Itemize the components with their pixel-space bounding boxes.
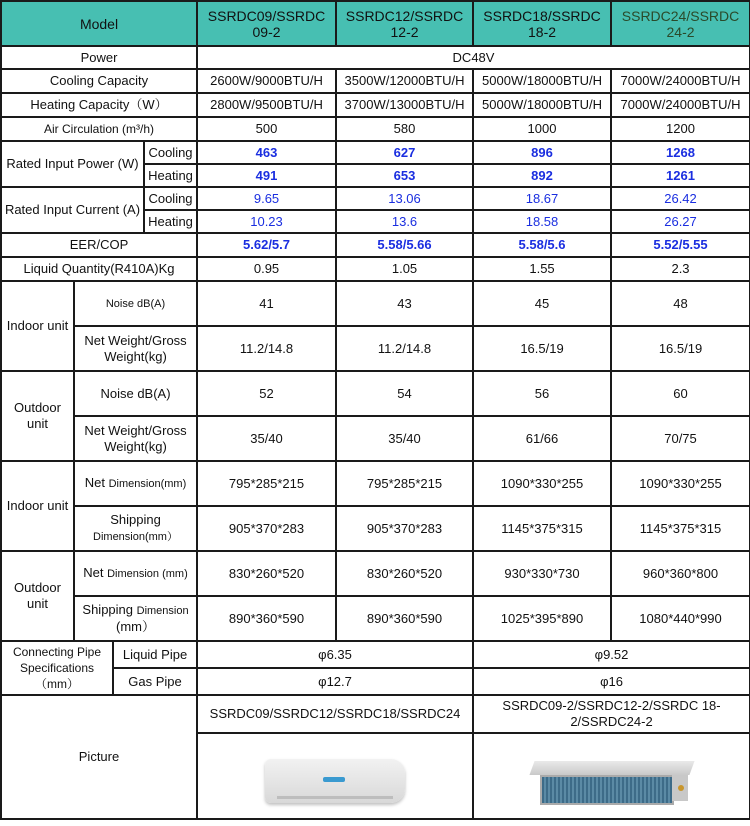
vent-icon (277, 796, 393, 799)
outdoor-weight-value: 61/66 (473, 416, 611, 461)
indoor-noise-label: Noise dB(A) (74, 281, 197, 326)
label-part: Dimension(mm) (108, 478, 187, 490)
indoor-weight-value: 16.5/19 (611, 326, 750, 371)
indoor-ship-dim-value: 1145*375*315 (473, 506, 611, 551)
indoor-noise-value: 48 (611, 281, 750, 326)
label-part: Dimension (136, 605, 189, 617)
power-label: Power (1, 46, 197, 69)
ducted-ac-icon (532, 761, 692, 805)
power-row (1, 46, 750, 69)
power-value: DC48V (197, 46, 750, 69)
rated-input-power-label: Rated Input Power (W) (1, 141, 144, 187)
eer-cop-value: 5.52/5.55 (611, 233, 750, 257)
wall-split-ac-icon (265, 759, 405, 803)
indoor-net-dim-value: 1090*330*255 (473, 461, 611, 506)
rated-power-cooling-value: 896 (473, 141, 611, 164)
eer-cop-value: 5.58/5.66 (336, 233, 473, 257)
picture-right-caption: SSRDC09-2/SSRDC12-2/SSRDC 18-2/SSRDC24-2 (473, 695, 750, 733)
outdoor-net-dim-value: 830*260*520 (197, 551, 336, 596)
eer-cop-value: 5.62/5.7 (197, 233, 336, 257)
connecting-pipe-label: Connecting Pipe Specifications （mm） (1, 641, 113, 695)
heating-capacity-row (1, 93, 750, 117)
rated-power-cooling-value: 1268 (611, 141, 750, 164)
coil-icon (540, 775, 674, 805)
outdoor-noise-value: 60 (611, 371, 750, 416)
rated-current-heating-value: 13.6 (336, 210, 473, 233)
model-label: Model (1, 1, 197, 46)
eer-cop-value: 5.58/5.6 (473, 233, 611, 257)
rated-current-heating-label: Heating (144, 210, 197, 233)
rated-current-cooling-value: 18.67 (473, 187, 611, 210)
indoor-unit-dim-label: Indoor unit (1, 461, 74, 551)
cooling-capacity-value: 7000W/24000BTU/H (611, 69, 750, 93)
indoor-ship-dim-value: 905*370*283 (336, 506, 473, 551)
outdoor-weight-row (1, 416, 750, 461)
rated-current-heating-value: 18.58 (473, 210, 611, 233)
indoor-net-dim-value: 1090*330*255 (611, 461, 750, 506)
indoor-ship-dim-value: 905*370*283 (197, 506, 336, 551)
label-part: Net (83, 565, 108, 580)
picture-left-caption: SSRDC09/SSRDC12/SSRDC18/SSRDC24 (197, 695, 473, 733)
rated-current-cooling-value: 13.06 (336, 187, 473, 210)
rated-power-heating-value: 892 (473, 164, 611, 187)
liquid-pipe-label: Liquid Pipe (113, 641, 197, 668)
liquid-pipe-row (1, 641, 750, 668)
liquid-quantity-row (1, 257, 750, 281)
rated-current-cooling-row (1, 187, 750, 210)
brand-logo-icon (323, 777, 345, 782)
air-circulation-value: 500 (197, 117, 336, 141)
cooling-capacity-value: 2600W/9000BTU/H (197, 69, 336, 93)
eer-cop-row (1, 233, 750, 257)
picture-caption-row (1, 695, 750, 733)
label-part: Shipping (110, 512, 161, 527)
outdoor-net-dim-value: 930*330*730 (473, 551, 611, 596)
outdoor-noise-value: 52 (197, 371, 336, 416)
rated-power-heating-label: Heating (144, 164, 197, 187)
rated-current-cooling-label: Cooling (144, 187, 197, 210)
gas-pipe-value: φ16 (473, 668, 750, 695)
liquid-quantity-value: 1.05 (336, 257, 473, 281)
outdoor-noise-value: 54 (336, 371, 473, 416)
liquid-quantity-label: Liquid Quantity(R410A)Kg (1, 257, 197, 281)
indoor-net-dim-row (1, 461, 750, 506)
label-part: Dimension (mm) (107, 568, 188, 580)
indoor-ship-dim-label (74, 506, 197, 551)
outdoor-noise-row (1, 371, 750, 416)
rated-power-cooling-label: Cooling (144, 141, 197, 164)
outdoor-weight-value: 70/75 (611, 416, 750, 461)
heating-capacity-value: 3700W/13000BTU/H (336, 93, 473, 117)
indoor-noise-row (1, 281, 750, 326)
outdoor-unit-dim-label: Outdoor unit (1, 551, 74, 641)
rated-current-cooling-value: 26.42 (611, 187, 750, 210)
cooling-capacity-value: 3500W/12000BTU/H (336, 69, 473, 93)
liquid-pipe-value: φ6.35 (197, 641, 473, 668)
label-part: Dimension(mm） (93, 531, 178, 543)
outdoor-noise-value: 56 (473, 371, 611, 416)
air-circulation-value: 1200 (611, 117, 750, 141)
rated-current-heating-value: 26.27 (611, 210, 750, 233)
cooling-capacity-label: Cooling Capacity (1, 69, 197, 93)
cooling-capacity-row (1, 69, 750, 93)
model-col-1: SSRDC09/SSRDC 09-2 (197, 1, 336, 46)
outdoor-weight-label: Net Weight/Gross Weight(kg) (74, 416, 197, 461)
outdoor-weight-value: 35/40 (336, 416, 473, 461)
model-col-2: SSRDC12/SSRDC 12-2 (336, 1, 473, 46)
indoor-noise-value: 41 (197, 281, 336, 326)
header-row (1, 1, 750, 46)
liquid-quantity-value: 2.3 (611, 257, 750, 281)
indoor-weight-value: 11.2/14.8 (197, 326, 336, 371)
label-part: Shipping (82, 602, 137, 617)
rated-current-cooling-value: 9.65 (197, 187, 336, 210)
model-col-4: SSRDC24/SSRDC 24-2 (611, 1, 750, 46)
outdoor-net-dim-value: 830*260*520 (336, 551, 473, 596)
indoor-weight-label: Net Weight/Gross Weight(kg) (74, 326, 197, 371)
outdoor-net-dim-label (74, 551, 197, 596)
outdoor-ship-dim-value: 1025*395*890 (473, 596, 611, 641)
eer-cop-label: EER/COP (1, 233, 197, 257)
rated-power-heating-value: 653 (336, 164, 473, 187)
rated-power-cooling-row (1, 141, 750, 164)
indoor-ship-dim-value: 1145*375*315 (611, 506, 750, 551)
outdoor-net-dim-value: 960*360*800 (611, 551, 750, 596)
ducted-unit-image (473, 733, 750, 819)
outdoor-noise-label: Noise dB(A) (74, 371, 197, 416)
heating-capacity-value: 5000W/18000BTU/H (473, 93, 611, 117)
label-part: Net (84, 475, 109, 490)
outdoor-unit-label: Outdoor unit (1, 371, 74, 461)
outdoor-weight-value: 35/40 (197, 416, 336, 461)
heating-capacity-label: Heating Capacity（W） (1, 93, 197, 117)
indoor-weight-row (1, 326, 750, 371)
gas-pipe-row (1, 668, 750, 695)
pipe-connector-icon (678, 785, 684, 791)
label-part: (mm） (116, 619, 155, 634)
outdoor-ship-dim-value: 890*360*590 (197, 596, 336, 641)
outdoor-ship-dim-value: 890*360*590 (336, 596, 473, 641)
liquid-quantity-value: 1.55 (473, 257, 611, 281)
picture-label: Picture (1, 695, 197, 819)
gas-pipe-label: Gas Pipe (113, 668, 197, 695)
indoor-net-dim-label (74, 461, 197, 506)
air-circulation-label: Air Circulation (m³/h) (1, 117, 197, 141)
outdoor-ship-dim-row (1, 596, 750, 641)
rated-power-cooling-value: 627 (336, 141, 473, 164)
outdoor-ship-dim-label (74, 596, 197, 641)
heating-capacity-value: 2800W/9500BTU/H (197, 93, 336, 117)
indoor-weight-value: 16.5/19 (473, 326, 611, 371)
indoor-net-dim-value: 795*285*215 (197, 461, 336, 506)
air-circulation-row (1, 117, 750, 141)
gas-pipe-value: φ12.7 (197, 668, 473, 695)
duct-top-icon (529, 761, 694, 775)
indoor-weight-value: 11.2/14.8 (336, 326, 473, 371)
rated-current-heating-value: 10.23 (197, 210, 336, 233)
indoor-unit-label: Indoor unit (1, 281, 74, 371)
liquid-pipe-value: φ9.52 (473, 641, 750, 668)
model-col-3: SSRDC18/SSRDC 18-2 (473, 1, 611, 46)
indoor-ship-dim-row (1, 506, 750, 551)
wall-split-unit-image (197, 733, 473, 819)
indoor-noise-value: 45 (473, 281, 611, 326)
cooling-capacity-value: 5000W/18000BTU/H (473, 69, 611, 93)
rated-power-cooling-value: 463 (197, 141, 336, 164)
liquid-quantity-value: 0.95 (197, 257, 336, 281)
outdoor-ship-dim-value: 1080*440*990 (611, 596, 750, 641)
outdoor-net-dim-row (1, 551, 750, 596)
air-circulation-value: 1000 (473, 117, 611, 141)
indoor-net-dim-value: 795*285*215 (336, 461, 473, 506)
rated-power-heating-value: 1261 (611, 164, 750, 187)
air-circulation-value: 580 (336, 117, 473, 141)
rated-power-heating-value: 491 (197, 164, 336, 187)
rated-input-current-label: Rated Input Current (A) (1, 187, 144, 233)
indoor-noise-value: 43 (336, 281, 473, 326)
heating-capacity-value: 7000W/24000BTU/H (611, 93, 750, 117)
